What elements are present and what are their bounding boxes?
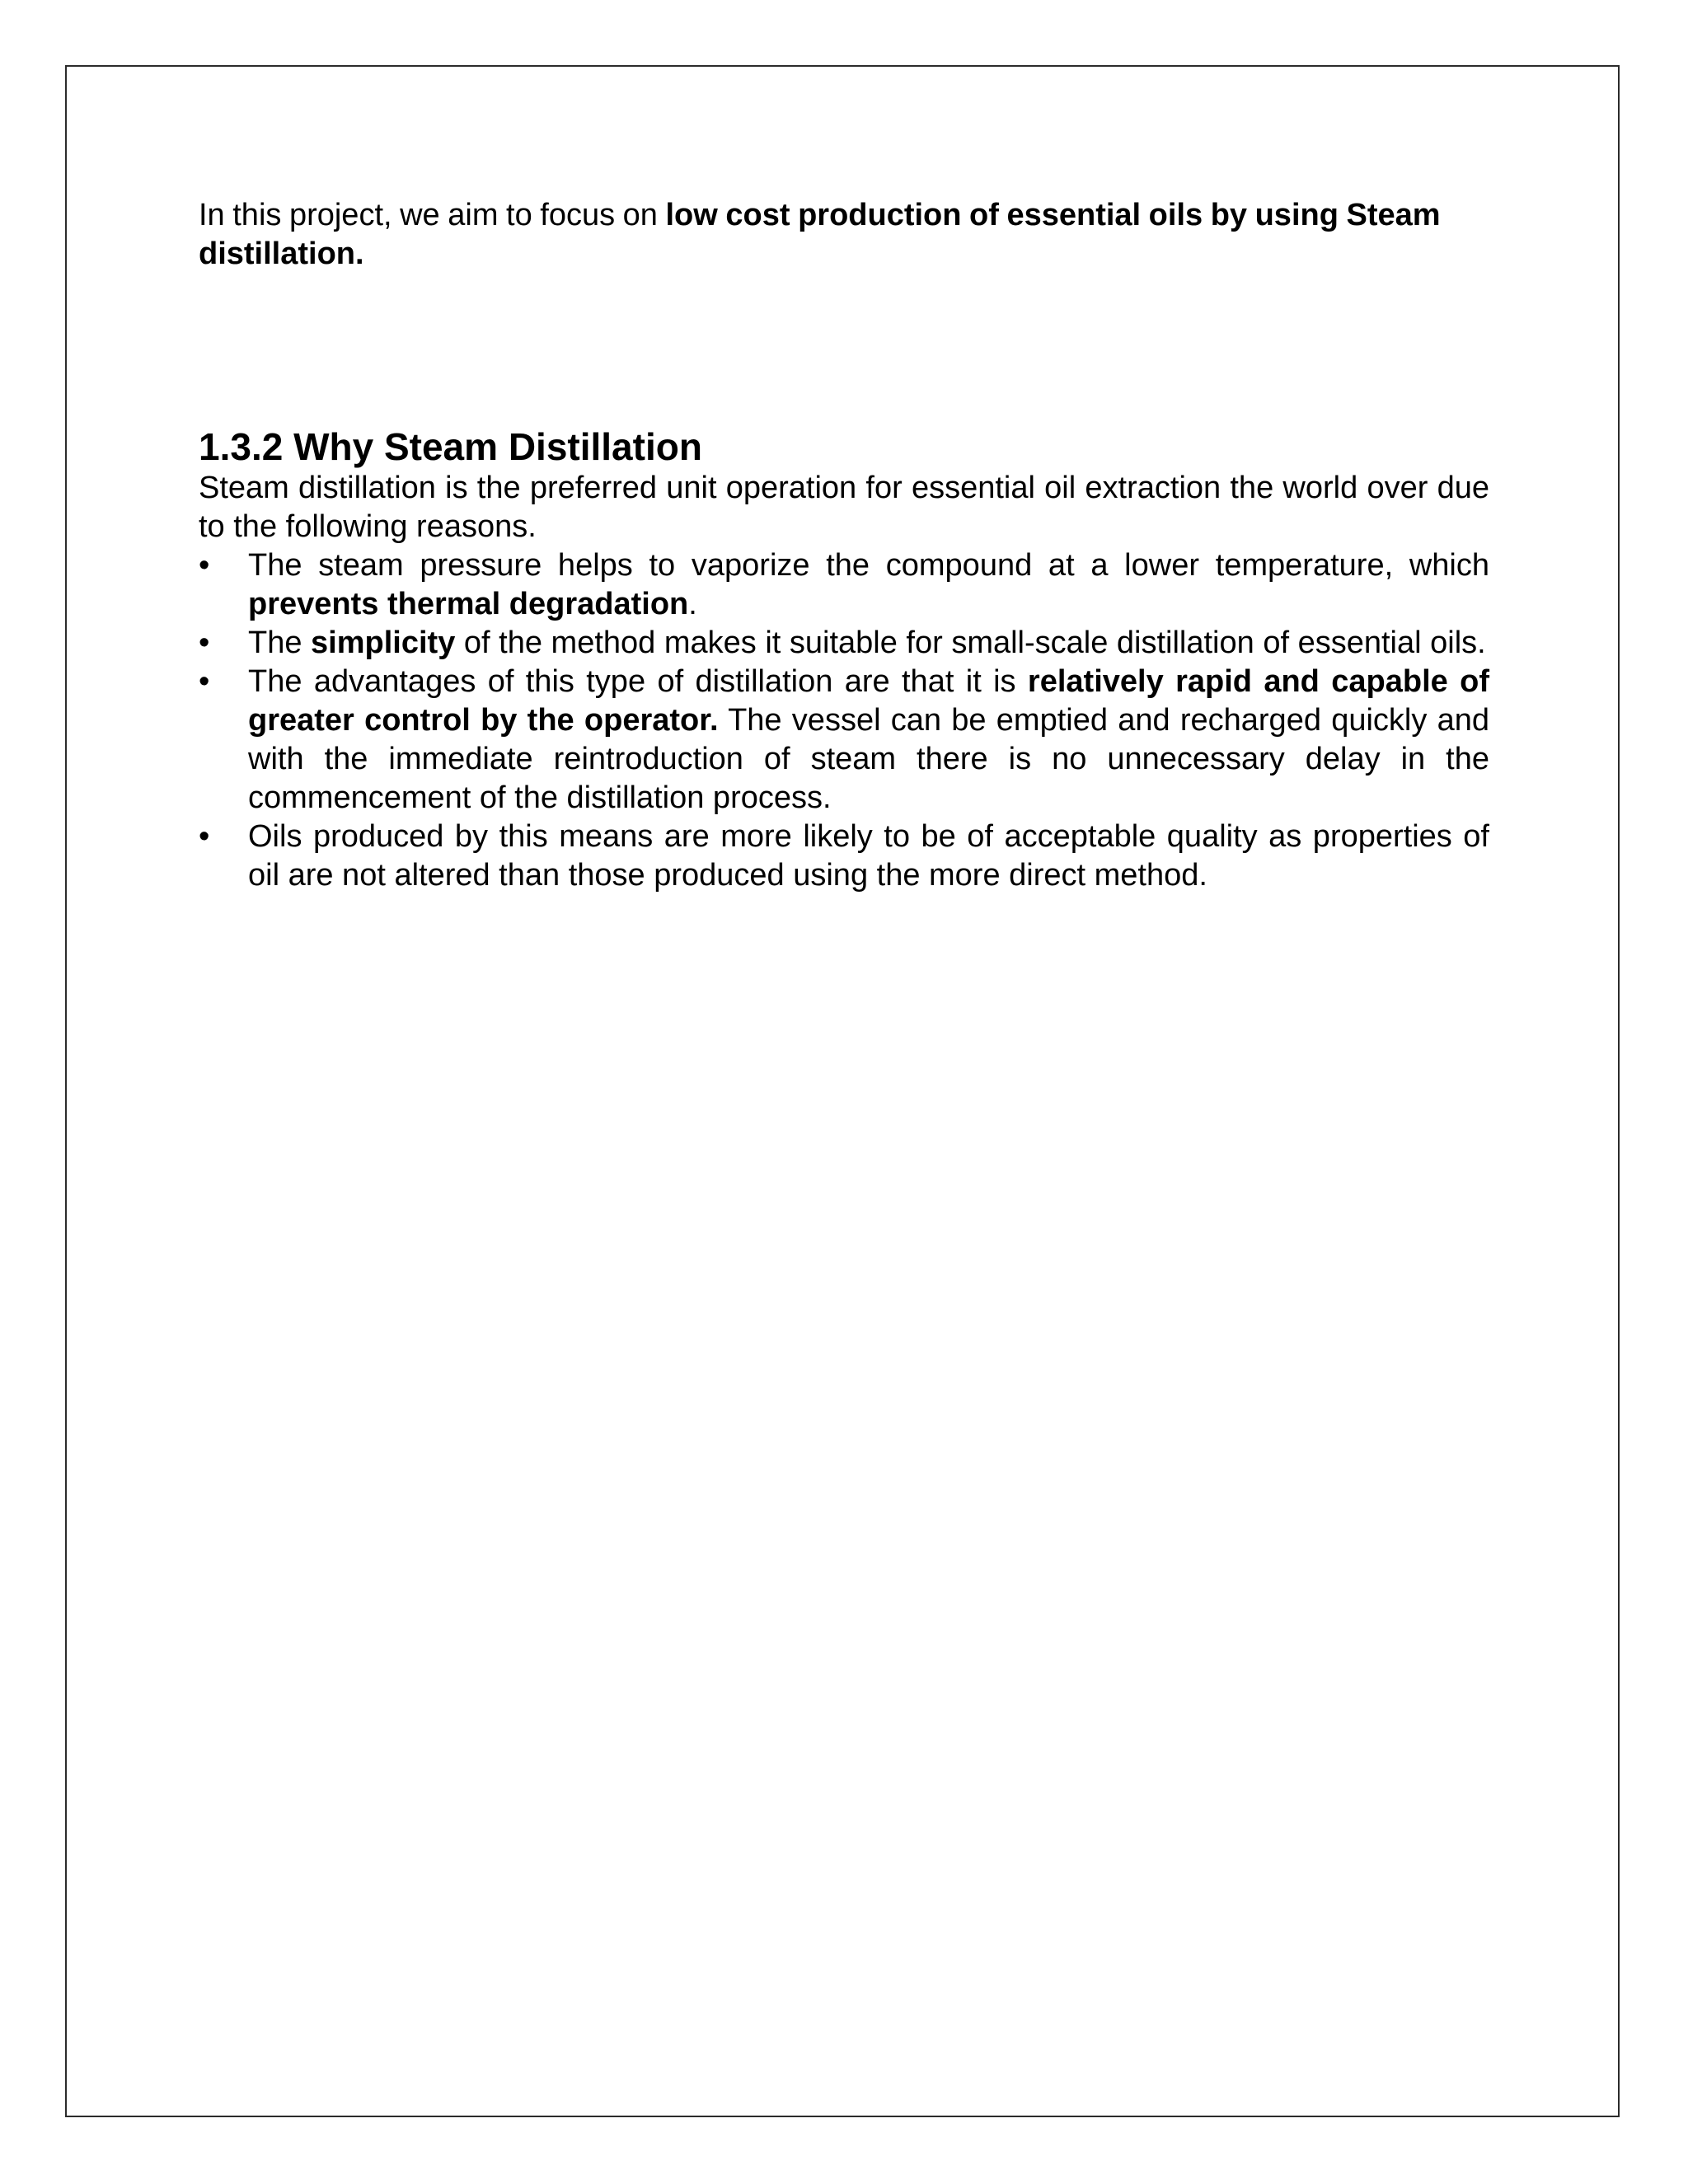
list-item-bold-text: simplicity [311, 626, 456, 660]
section-lead-paragraph: Steam distillation is the preferred unit operation for essential oil extraction the world over due to the following reasons. [199, 471, 1489, 544]
list-item [199, 624, 1489, 663]
intro-text: In this project, we aim to focus on [199, 198, 666, 232]
list-item-text: The [248, 626, 312, 660]
reasons-list [199, 546, 1489, 895]
document-body [199, 196, 1489, 895]
section-heading: 1.3.2 Why Steam Distillation [199, 425, 702, 468]
bullet-icon: • [199, 548, 210, 583]
intro-paragraph [199, 196, 1489, 274]
list-item-bold-text: prevents thermal degradation [248, 587, 689, 621]
intro-bold-text: low cost production of essential oils by using Steam distillation. [199, 198, 1441, 271]
bullet-icon: • [199, 664, 210, 699]
list-item-text: The advantages of this type of distillation are that it is [248, 664, 1028, 699]
list-item-text: The vessel can be emptied and recharged quickly and with the immediate reintroduction of steam there is no unnecessary delay in the commencement of the distillation process. [248, 703, 1489, 815]
list-item [199, 818, 1489, 895]
list-item-text: . [688, 587, 697, 621]
list-item-text: The steam pressure helps to vaporize the compound at a lower temperature, which [248, 548, 1489, 583]
list-item-text: Oils produced by this means are more likely to be of acceptable quality as properties of oil are not altered than those produced using the more direct method. [248, 819, 1489, 893]
list-item [199, 546, 1489, 624]
list-item-text: of the method makes it suitable for small-scale distillation of essential oils. [455, 626, 1486, 660]
list-item [199, 663, 1489, 818]
bullet-icon: • [199, 626, 210, 660]
list-item-bold-text: relatively rapid and capable of greater control by the operator. [248, 664, 1490, 738]
bullet-icon: • [199, 819, 210, 854]
